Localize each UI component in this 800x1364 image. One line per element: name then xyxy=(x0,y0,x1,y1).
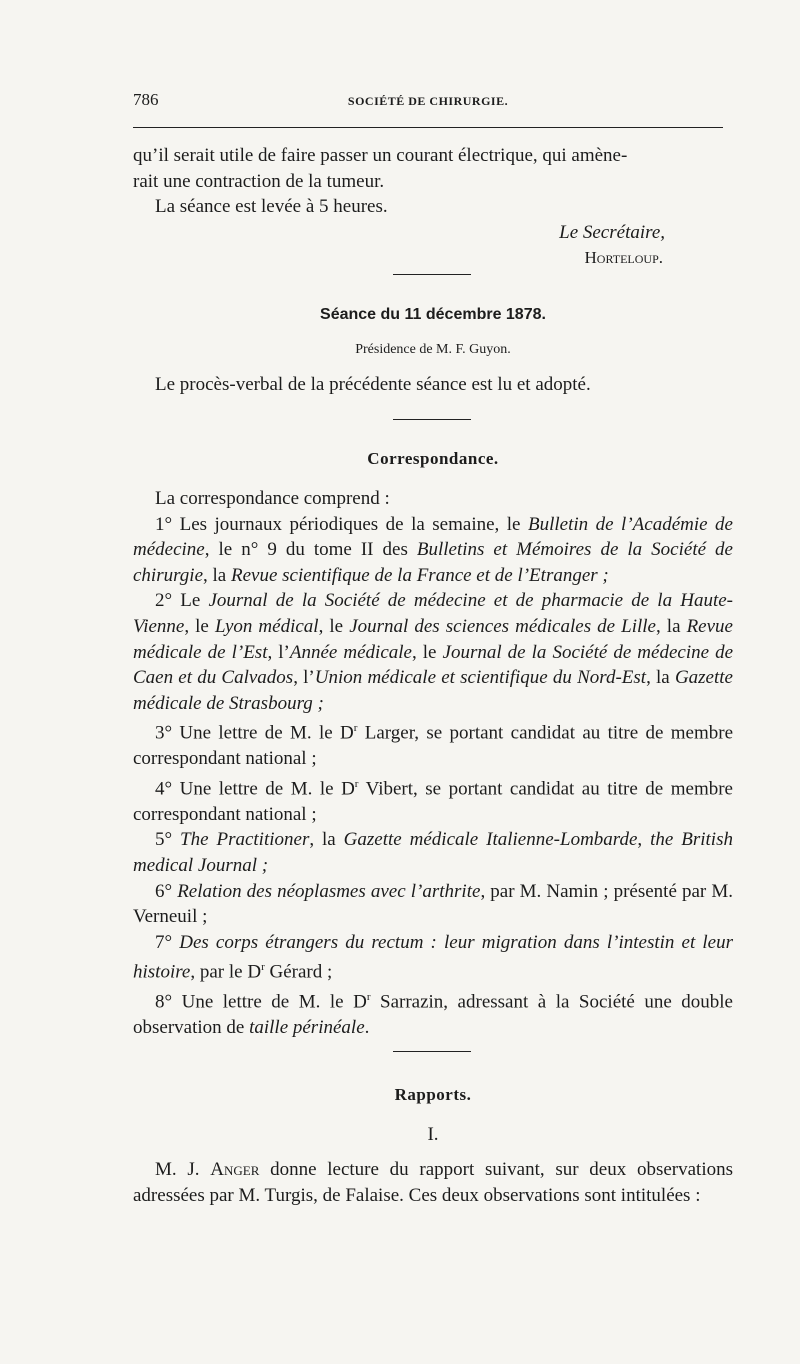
divider-2 xyxy=(393,419,471,420)
reports-text: M. J. Anger donne lecture du rapport suivant, sur deux observations adressées par M. Turgis, de Falaise. Ces deux observations sont intitulées : xyxy=(133,1159,733,1206)
signature-role: Le Secrétaire, xyxy=(559,221,665,243)
correspondence-item-6: 6° Relation des néoplasmes avec l’arthrite, par M. Namin ; présenté par M. Verneuil ; xyxy=(133,880,733,928)
correspondence-item-2: 2° Le Journal de la Société de médecine et de pharmacie de la Haute-Vienne, le Lyon médical, le Journal des sciences médicales de Lille, la Revue médicale de l’Est, l’Année médicale, le Journal de la Société de médecine de Caen et du Calvados, l’Union médicale et scientifique du Nord-Est, la Gazette médicale de Strasbourg ; xyxy=(133,590,733,714)
closing-line: La séance est levée à 5 heures. xyxy=(155,196,388,218)
page-number: 786 xyxy=(133,90,159,109)
correspondence-heading: Correspondance. xyxy=(367,449,499,468)
intro-line-2: rait une contraction de la tumeur. xyxy=(133,170,385,192)
correspondence-item-1: 1° Les journaux périodiques de la semaine, le Bulletin de l’Académie de médecine, le n° 9 du tome II des Bulletins et Mémoires de la Société de chirurgie, la Revue scientifique de la France et de l’Etranger ; xyxy=(133,513,733,586)
header-rule xyxy=(133,127,723,128)
session-minutes: Le procès-verbal de la précédente séance est lu et adopté. xyxy=(155,374,591,395)
divider-3 xyxy=(393,1051,471,1052)
correspondence-item-4: 4° Une lettre de M. le $D^r$ Vibert, se portant candidat au titre de membre correspondant national ; xyxy=(133,777,733,825)
session-presidency: Présidence de M. F. Guyon. xyxy=(355,342,511,357)
correspondence-item-8: 8° Une lettre de M. le $D^r$ Sarrazin, adressant à la Société une double observation de taille périnéale. xyxy=(133,991,733,1039)
session-title: Séance du 11 décembre 1878. xyxy=(320,306,546,323)
session-minutes-block xyxy=(133,372,733,398)
divider-1 xyxy=(393,274,471,275)
correspondence-item-5: 5° The Practitioner, la Gazette médicale Italienne-Lombarde, the British medical Journal ; xyxy=(133,829,733,876)
signature-name: Horteloup. xyxy=(584,248,663,268)
correspondence-intro: La correspondance comprend : xyxy=(155,488,390,509)
reports-block xyxy=(133,1157,733,1208)
correspondence-block xyxy=(133,486,733,1041)
reports-heading: Rapports. xyxy=(394,1085,472,1104)
correspondence-item-3: 3° Une lettre de M. le $D^r$ Larger, se portant candidat au titre de membre correspondant national ; xyxy=(133,722,733,770)
correspondence-item-7: 7° Des corps étrangers du rectum : leur migration dans l’intestin et leur histoire, par le $D^r$ Gérard ; xyxy=(133,931,733,983)
reports-numeral: I. xyxy=(427,1124,439,1145)
running-title: SOCIÉTÉ DE CHIRURGIE. xyxy=(347,94,509,108)
intro-line-1: qu’il serait utile de faire passer un courant électrique, qui amène- xyxy=(133,145,628,166)
intro-block xyxy=(133,143,733,271)
page-header xyxy=(133,88,723,114)
